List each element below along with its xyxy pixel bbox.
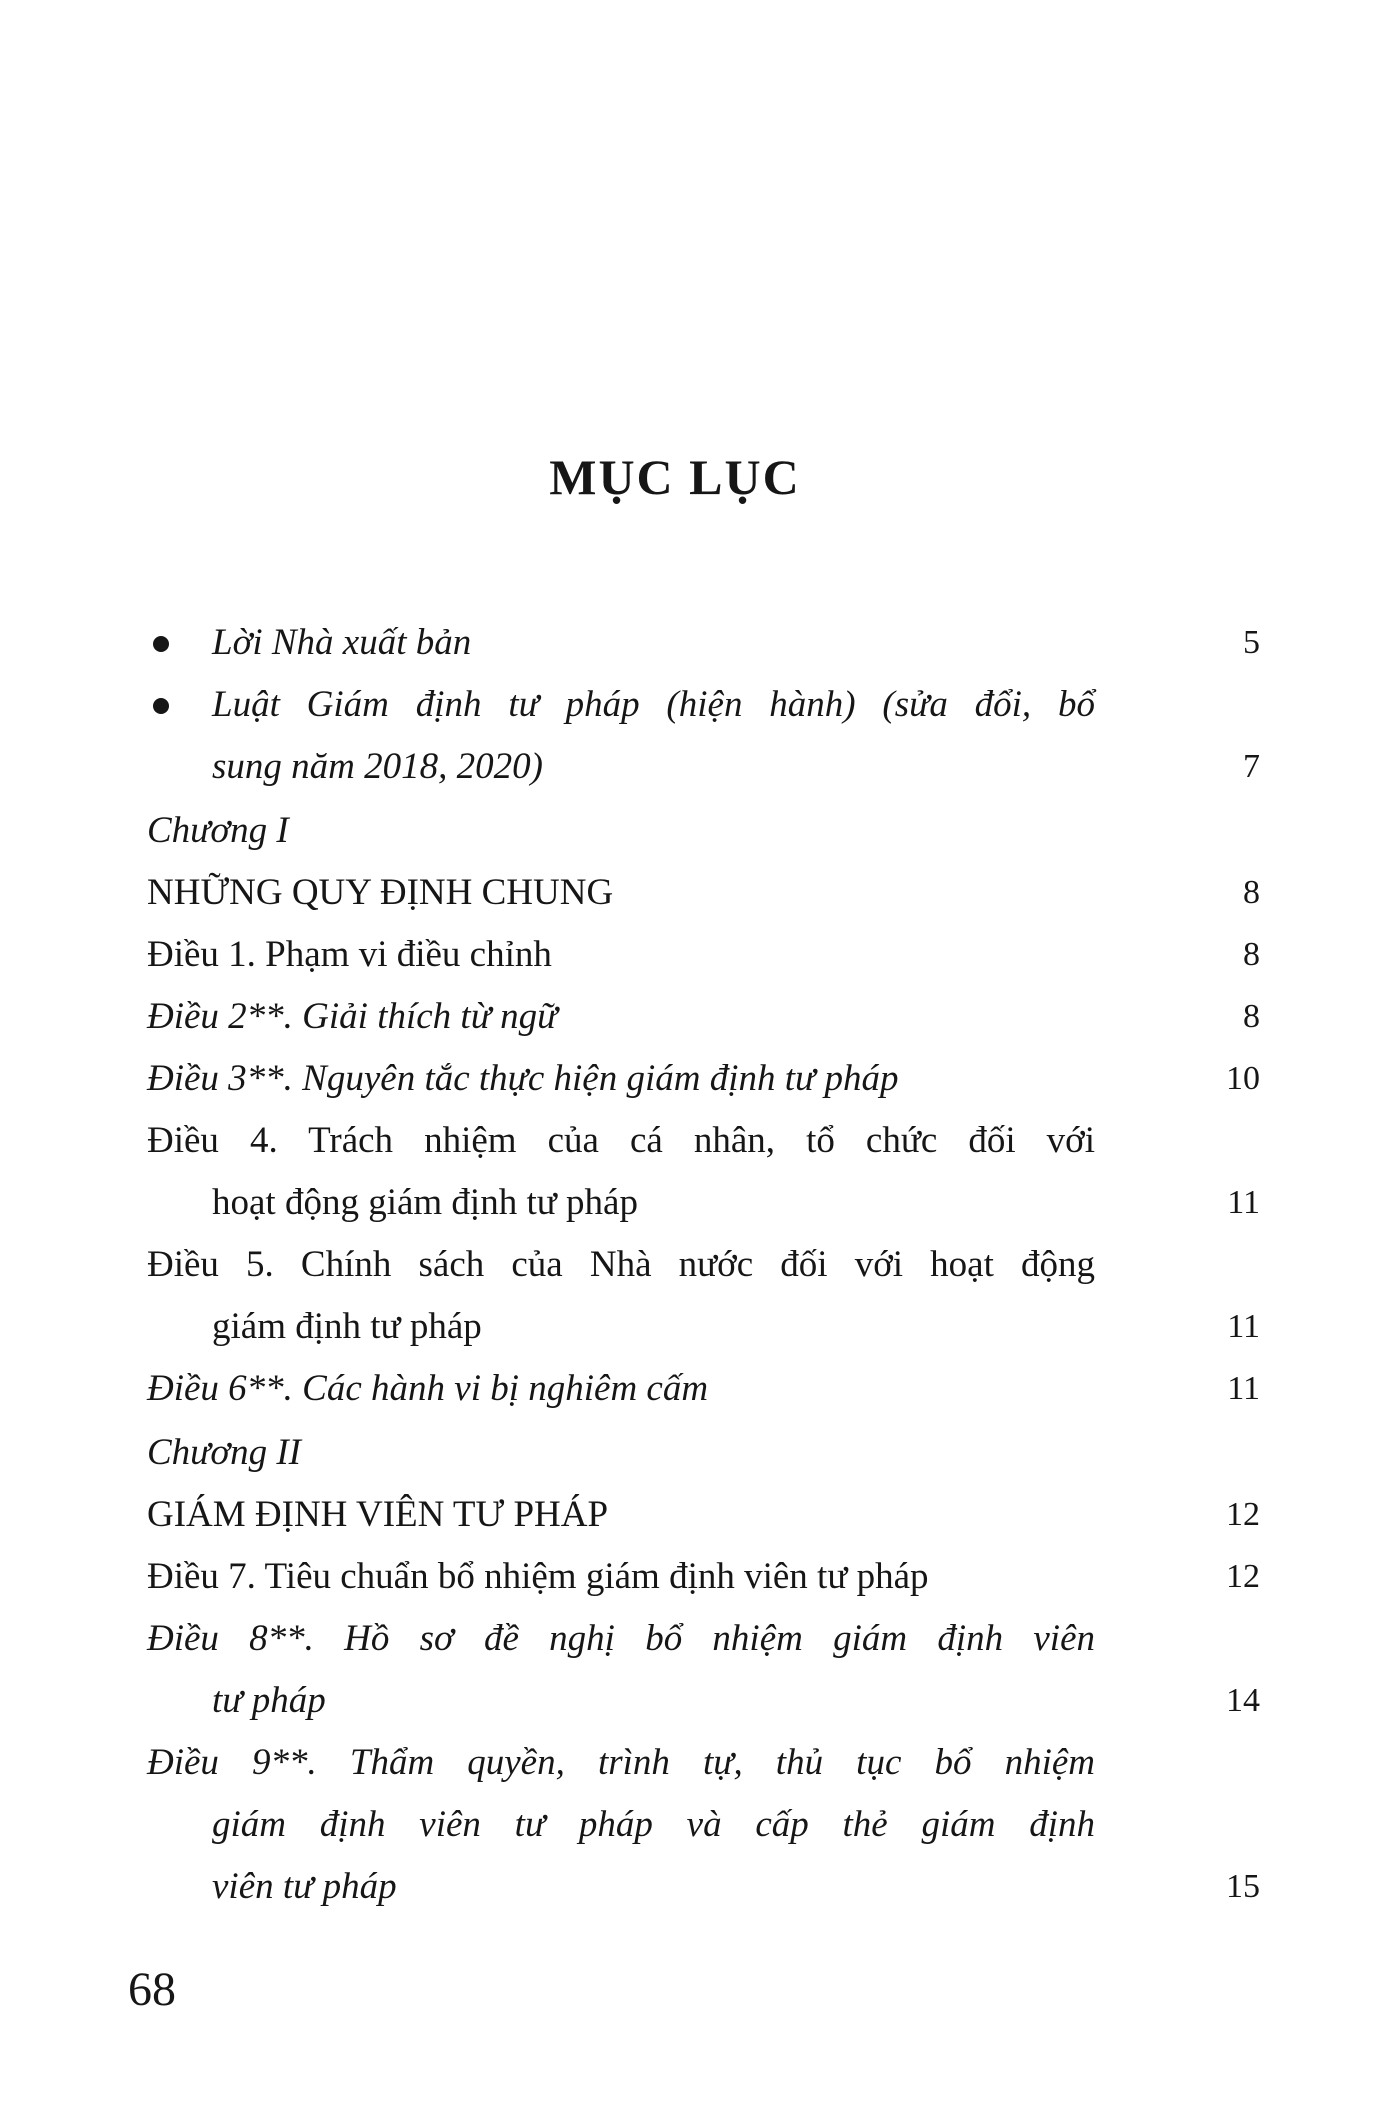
toc-entry-text xyxy=(147,1546,1095,1608)
toc-entry-line: Điều 7. Tiêu chuẩn bổ nhiệm giám định viên tư pháp xyxy=(147,1556,929,1597)
toc-entry-line: Điều 3**. Nguyên tắc thực hiện giám định tư pháp xyxy=(147,1058,899,1099)
toc-entry-text xyxy=(147,862,1095,924)
toc-entry-text xyxy=(147,612,1095,674)
toc-entry xyxy=(147,1048,1262,1110)
folio-page-number: 68 xyxy=(128,1963,176,2016)
toc-entry-line: giám định tư pháp xyxy=(212,1306,482,1347)
toc-page-number: 12 xyxy=(1226,1558,1260,1595)
bullet-icon xyxy=(153,636,169,652)
toc-entry-line: Điều 5. Chính sách của Nhà nước đối với hoạt động xyxy=(147,1244,1095,1285)
toc-entry-text xyxy=(147,1048,1095,1110)
toc-entry xyxy=(147,986,1262,1048)
toc-entry-text xyxy=(147,1422,1095,1484)
toc-entry-line: sung năm 2018, 2020) xyxy=(212,746,543,787)
toc-entry-line: viên tư pháp xyxy=(212,1866,397,1907)
page-title: MỤC LỤC xyxy=(549,449,801,505)
toc-entry-text xyxy=(147,1484,1095,1546)
bullet-icon xyxy=(153,698,169,714)
toc-entry-line: hoạt động giám định tư pháp xyxy=(212,1182,638,1223)
toc-chapter-label xyxy=(147,800,1262,862)
toc-entry xyxy=(147,612,1262,674)
toc-entry xyxy=(147,1358,1262,1420)
toc-entry-text xyxy=(147,986,1095,1048)
toc-entry xyxy=(147,1608,1262,1732)
toc-entry-text xyxy=(147,1732,1095,1918)
toc-entry-line: GIÁM ĐỊNH VIÊN TƯ PHÁP xyxy=(147,1494,609,1535)
toc-entry-line: Điều 1. Phạm vi điều chỉnh xyxy=(147,934,552,975)
toc-entry-line: Điều 8**. Hồ sơ đề nghị bổ nhiệm giám định viên xyxy=(147,1618,1095,1659)
toc-entry xyxy=(147,924,1262,986)
toc-entry-text xyxy=(147,674,1095,798)
toc-entry xyxy=(147,674,1262,798)
toc-chapter-title xyxy=(147,1484,1262,1546)
toc-page-number: 11 xyxy=(1227,1370,1260,1407)
toc-page-number: 14 xyxy=(1226,1682,1260,1719)
toc-entry xyxy=(147,1546,1262,1608)
toc-entry-text xyxy=(147,800,1095,862)
toc-chapter-label xyxy=(147,1422,1262,1484)
toc-entry-line: Chương II xyxy=(147,1432,301,1473)
toc-page-number: 8 xyxy=(1243,998,1260,1035)
toc-entry-line: Điều 9**. Thẩm quyền, trình tự, thủ tục bổ nhiệm xyxy=(147,1742,1095,1783)
toc-entry-line: Điều 2**. Giải thích từ ngữ xyxy=(147,996,558,1037)
toc-entry-text xyxy=(147,1234,1095,1358)
toc-page-number: 8 xyxy=(1243,936,1260,973)
toc-entry xyxy=(147,1110,1262,1234)
toc-list xyxy=(147,612,1262,1918)
toc-page-number: 5 xyxy=(1243,624,1260,661)
toc-page-number: 15 xyxy=(1226,1868,1260,1905)
toc-entry-line: giám định viên tư pháp và cấp thẻ giám định xyxy=(212,1804,1095,1845)
toc-chapter-title xyxy=(147,862,1262,924)
toc-entry-text xyxy=(147,924,1095,986)
toc-page-number: 7 xyxy=(1243,748,1260,785)
toc-entry-line: Điều 6**. Các hành vi bị nghiêm cấm xyxy=(147,1368,709,1409)
toc-entry-text xyxy=(147,1608,1095,1732)
toc-entry-line: Lời Nhà xuất bản xyxy=(212,622,472,663)
toc-entry xyxy=(147,1234,1262,1358)
toc-page-number: 11 xyxy=(1227,1184,1260,1221)
toc-entry-line: Luật Giám định tư pháp (hiện hành) (sửa đổi, bổ xyxy=(212,684,1095,725)
toc-entry-line: NHỮNG QUY ĐỊNH CHUNG xyxy=(147,872,614,913)
toc-entry-text xyxy=(147,1358,1095,1420)
toc-page-number: 10 xyxy=(1226,1060,1260,1097)
toc-entry-line: tư pháp xyxy=(212,1680,326,1721)
toc-entry xyxy=(147,1732,1262,1918)
toc-page-number: 8 xyxy=(1243,874,1260,911)
toc-entry-text xyxy=(147,1110,1095,1234)
toc-entry-line: Điều 4. Trách nhiệm của cá nhân, tổ chức đối với xyxy=(147,1120,1095,1161)
toc-page-number: 12 xyxy=(1226,1496,1260,1533)
toc-entry-line: Chương I xyxy=(147,810,289,851)
toc-page-number: 11 xyxy=(1227,1308,1260,1345)
